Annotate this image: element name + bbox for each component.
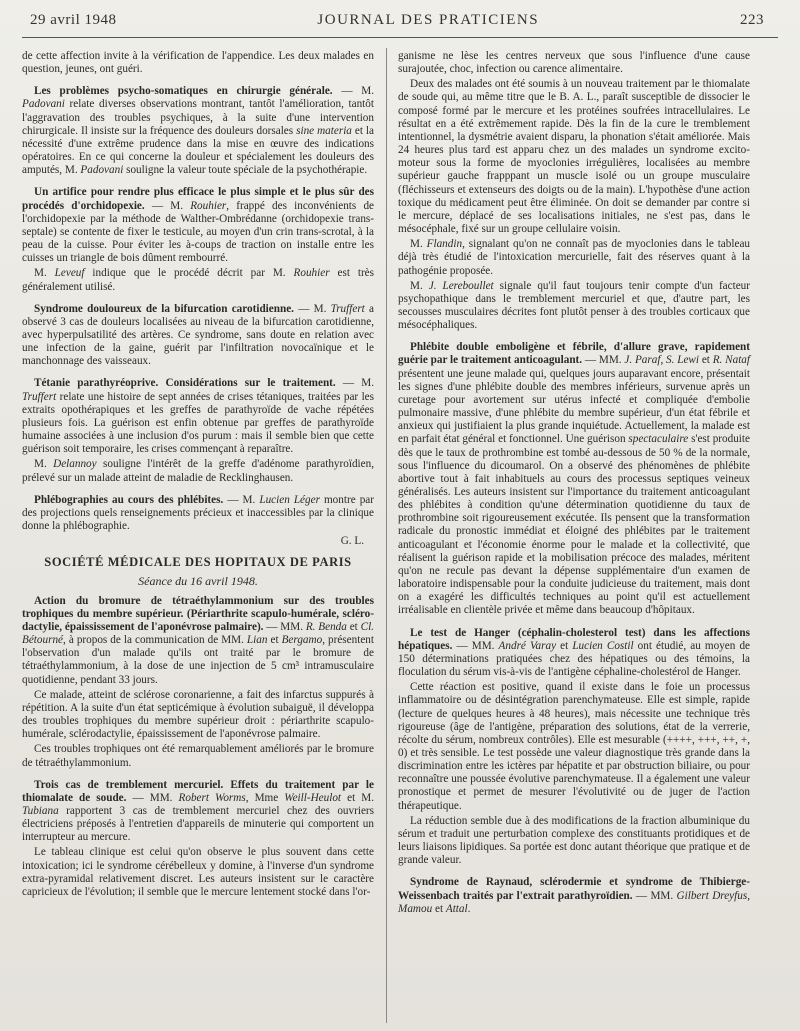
author-name: Truffert bbox=[22, 390, 57, 403]
paragraph: Ces troubles trophiques ont été remarquablement améliorés par le bromure de tétraéthylammonium. bbox=[22, 743, 374, 769]
paragraph: Deux des malades ont été soumis à un nouveau traitement par le thiomalate de soude qui, au même titre que le B. A. L., paraît susceptible de dissocier le composé formé par le mercure et les protéines soufrées intracellulaires. Le résultat en a été extrêmement rapide. Dès la fin de la cure le tremblement intentionnel, la dysmétrie avaient disparu, la phonation s'était améliorée. Mais 24 heures plus tard est apparu chez un des malades un syndrome excito-moteur sous la forme de myoclonies irrégulières, localisées au membre supérieur gauche frapppant un muscle isolé ou un groupe musculaire (fléchisseurs et extenseurs des doigts ou de la main). L'hypothèse d'une action toxique du médicament peut être éliminée. On doit se demander par contre si le mercure, déplacé de ses localisations initiales, ne s'est pas, dans le mésocéphale, fixé sur un groupe cellulaire voisin. bbox=[398, 78, 750, 236]
author-name: Flandin bbox=[426, 238, 463, 251]
section-title: SOCIÉTÉ MÉDICALE DES HOPITAUX DE PARIS bbox=[44, 555, 352, 570]
paragraph: La réduction semble due à des modifications de la fraction albuminique du sérum et traduit une perturbation complexe des constituants protidiques et de leurs liaisons lipidiques. Sa portée est donc autant théorique que pratique et de grande valeur. bbox=[398, 814, 750, 867]
article-tetraethylammonium: Action du bromure de tétraéthylammonium sur des troubles trophiques du membre supérieur. (Périarthrite scapulo-humérale, scléro-dactylie, épaississement de l'aponévrose palmaire). — MM. R. Benda et Cl. Bétourné, à propos de la communication de MM. Lian et Bergamo, présentent l'observation d'un malade qu'ils ont traité par le bromure de tétraéthylammonium, à la dose de une injection de 5 cm³ intramusculaire quotidienne, pendant 33 jours. bbox=[22, 594, 374, 686]
paragraph: M. Leveuf indique que le procédé décrit par M. Rouhier est très généralement utilisé. bbox=[22, 267, 374, 293]
author-name: Padovani bbox=[80, 164, 124, 177]
author-name: J. Paraf bbox=[624, 354, 661, 367]
header-rule bbox=[22, 37, 778, 38]
author-name: Truffert bbox=[330, 302, 365, 315]
running-header bbox=[30, 12, 764, 34]
header-page-number: 223 bbox=[739, 12, 764, 28]
header-journal-title: JOURNAL DES PRATICIENS bbox=[317, 12, 540, 28]
author-name: Delannoy bbox=[53, 458, 97, 471]
paragraph: de cette affection invite à la vérification de l'appendice. Les deux malades en question, jeunes, ont guéri. bbox=[22, 50, 374, 76]
article-raynaud: Syndrome de Raynaud, sclérodermie et syndrome de Thibierge-Weissenbach traités par l'extrait parathyroïdien. — MM. Gilbert Dreyfus, Mamou et Attal. bbox=[398, 876, 751, 915]
author-name: Mamou bbox=[398, 902, 433, 915]
article-title: Syndrome douloureux de la bifurcation carotidienne. bbox=[34, 302, 294, 315]
author-name: Tubiana bbox=[22, 804, 59, 817]
author-name: Bergamo bbox=[281, 634, 323, 647]
author-name: Lucien Costil bbox=[572, 639, 634, 652]
paragraph: ganisme ne lèse les centres nerveux que sous l'influence d'une cause surajoutée, choc, infection ou carence alimentaire. bbox=[398, 50, 750, 76]
author-name: Lucien Léger bbox=[259, 493, 320, 506]
author-name: Gilbert Dreyfus bbox=[676, 889, 748, 902]
article-phlebographies: Phlébographies au cours des phlébites. — M. Lucien Léger montre par des projections quels renseignements précieux et inaccessibles par la clinique donne la phlébographie. bbox=[22, 493, 374, 532]
author-name: R. Nataf bbox=[712, 354, 751, 367]
author-name: Robert Worms bbox=[178, 791, 246, 804]
author-name: Padovani bbox=[22, 98, 65, 111]
paragraph: M. J. Lereboullet signale qu'il faut toujours tenir compte d'un facteur psychopathique dans le tremblement mercuriel et que, d'autre part, les secousses musculaires décrites font plutôt penser à des troubles corticaux que mésocéphaliques. bbox=[398, 279, 750, 332]
article-title: Un artifice pour rendre plus efficace le plus simple et le plus sûr des procédés d'orchidopexie. bbox=[22, 186, 374, 212]
article-carotid-bifurcation: Syndrome douloureux de la bifurcation carotidienne. — M. Truffert a observé 3 cas de douleurs localisées au niveau de la bifurcation carotidienne, avec hyperpulsatilité des artères. Ce syndrome, sans doute en relation avec une infection de la gaine, guérit par l'infiltration novocaïnique et le manchonnage des vaisseaux. bbox=[22, 302, 374, 368]
paragraph: M. Delannoy souligne l'intérêt de la greffe d'adénome parathyroïdien, prélevé sur un malade atteint de maladie de Recklinghausen. bbox=[22, 458, 374, 484]
author-name: S. Lewi bbox=[666, 354, 700, 367]
article-title: Syndrome de Raynaud, sclérodermie et syndrome de Thibierge-Weissenbach traités par l'extrait parathyroïdien. bbox=[398, 876, 750, 902]
session-date: Séance du 16 avril 1948. bbox=[138, 574, 258, 589]
paragraph: Le tableau clinique est celui qu'on observe le plus souvent dans cette intoxication; ici le syndrome cérébelleux y domine, à l'inverse d'un syndrome extra-pyramidal relativement discret. Les auteurs insistent sur le caractère capricieux de l'évolution; il semble que le mercure lentement stocké dans l'or- bbox=[22, 846, 374, 898]
author-name: Weill-Heulot bbox=[284, 791, 342, 804]
article-psycho-somatic: Les problèmes psycho-somatiques en chirurgie générale. — M. Padovani relate diverses observations montrant, tantôt l'amélioration, tantôt l'aggravation des troubles psychiques, à la suite d'une intervention chirurgicale. Il insiste sur la fréquence des douleurs dorsales sine materia et la nécessité d'une extrême prudence dans la mise en œuvre des indications opératoires. En ce qui concerne la douleur et spécialement les douleurs des amputés, M. Padovani souligne la valeur toute spéciale de la psychothérapie. bbox=[22, 85, 374, 177]
author-name: J. Lereboullet bbox=[428, 279, 494, 292]
paragraph: M. Flandin, signalant qu'on ne connaît pas de myoclonies dans le tableau déjà très étudié de l'intoxication mercurielle, fait des réserves quant à la pathogénie proposée. bbox=[398, 238, 750, 277]
signature: G. L. bbox=[340, 535, 364, 548]
author-name: Rouhier bbox=[190, 199, 227, 212]
article-test-hanger: Le test de Hanger (céphalin-cholesterol test) dans les affections hépatiques. — MM. André Varay et Lucien Costil ont étudié, au moyen de 150 déterminations pratiquées chez des hépatiques ou des témoins, la floculation du sérum vis-à-vis de l'antigène céphaline-cholestérol de Hanger. bbox=[398, 626, 750, 679]
author-name: Rouhier bbox=[293, 267, 330, 280]
article-tremblement-mercuriel: Trois cas de tremblement mercuriel. Effets du traitement par le thiomalate de soude. — MM. Robert Worms, Mme Weill-Heulot et M. Tubiana rapportent 3 cas de tremblement mercuriel chez des ouvriers électriciens préposés à l'entretien d'appareils de minuterie qui comportent un interrupteur au mercure. bbox=[22, 778, 374, 844]
article-title: Les problèmes psycho-somatiques en chirurgie générale. bbox=[34, 85, 333, 98]
article-phlebite-double: Phlébite double emboligène et fébrile, d'allure grave, rapidement guérie par le traitement anticoagulant. — MM. J. Paraf, S. Lewi et R. Nataf présentent une jeune malade qui, quelques jours auparavant encore, présentait les signes d'une phlébite double des membres inférieurs, survenue après un curetage pour avortement sur utérus infecté et compliquée d'embolie pulmonaire massive, d'une phlébite du membre supérieur, d'un état fébrile et anxieux qui justifiaient la plus grande inquiétude. Actuellement, la malade est en parfait état général et fonctionnel. Une guérison spectaculaire s'est produite dès que le taux de prothrombine est tombé au-dessous de 50 % de la normale, sous l'influence du dicoumarol. On a observé des phénomènes de phlébite abortive tout à fait inhabituels au cours des processus septiques veineux généralisés. Les auteurs insistent sur l'importance du traitement anticoagulant des phlébites à condition qu'une détermination quotidienne du taux de prothrombine soit rigoureusement exécutée. Ils pensent que la transformation radicale du pronostic immédiat et éloigné des phlébites par le traitement anticoagulant et l'économie énorme pour le malade et la collectivité, que réalisent la guérison rapide et la mobilisation précoce des malades, méritent qu'on ne recule pas devant la dépense supplémentaire d'un examen de laboratoire indispensable pour la conduite judicieuse du traitement, mais dont on a exagéré les difficultés techniques au point qu'il est actuellement irréalisable en clientèle privée et même dans beaucoup d'hôpitaux. bbox=[398, 341, 751, 617]
header-date: 29 avril 1948 bbox=[30, 12, 117, 28]
article-tetanie: Tétanie parathyréoprive. Considérations sur le traitement. — M. Truffert relate une histoire de sept années de crises tétaniques, traitées par les extraits opothérapiques et les greffes de parathyroïde de vache répétées plusieurs fois. La guérison est enfin obtenue par greffes de parathyroïde humaine associées à une inclusion d'os purum : mais il semble bien que cette guérison soit temporaire, les crises commençant à reparaître. bbox=[22, 377, 374, 456]
column-divider bbox=[386, 48, 387, 1023]
author-name: Attal bbox=[445, 902, 468, 915]
article-title: Phlébographies au cours des phlébites. bbox=[34, 493, 224, 506]
author-name: André Varay bbox=[498, 639, 557, 652]
article-title: Action du bromure de tétraéthylammonium sur des troubles trophiques du membre supérieur. (Périarthrite scapulo-humérale, scléro-dactylie, épaississement de l'aponévrose palmaire). bbox=[22, 594, 374, 633]
article-title: Tétanie parathyréoprive. Considérations sur le traitement. bbox=[34, 377, 336, 390]
author-name: R. Benda bbox=[305, 620, 347, 633]
article-title: Phlébite double emboligène et fébrile, d'allure grave, rapidement guérie par le traitement anticoagulant. bbox=[398, 341, 750, 367]
author-name: Cl. Bétourné bbox=[22, 620, 374, 647]
left-column bbox=[22, 50, 374, 901]
author-name: Lian bbox=[246, 634, 268, 647]
article-title: Trois cas de tremblement mercuriel. Effets du traitement par le thiomalate de soude. bbox=[22, 778, 374, 804]
right-column bbox=[398, 50, 750, 918]
paragraph: Ce malade, atteint de sclérose coronarienne, a fait des infarctus suppurés à répétition. A la suite d'un état septicémique à évolution subaiguë, il développa des troubles trophiques du membre supérieur droit : périarthrite scapulo-humérale, sclérodactylie, épaississement de l'aponévrose palmaire. bbox=[22, 688, 374, 741]
author-name: Leveuf bbox=[54, 267, 85, 280]
article-orchidopexie: Un artifice pour rendre plus efficace le plus simple et le plus sûr des procédés d'orchidopexie. — M. Rouhier, frappé des inconvénients de l'orchidopexie par la méthode de Walther-Ombrédanne (orchidopexie trans-septale) se contente de fixer le testicule, au moyen d'un crin trans-scrotal, à la peau de la cuisse. Pour éviter les à-coups de traction on installe entre les cuisses un triangle de bois dûment rembourré. bbox=[22, 186, 374, 265]
article-title: Le test de Hanger (céphalin-cholesterol test) dans les affections hépatiques. bbox=[398, 626, 750, 652]
paragraph: Cette réaction est positive, quand il existe dans le foie un processus inflammatoire ou de désintégration parenchymateuse. Elle est simple, rapide (lecture de quelques heures à 48 heures), mais nécessite une technique très rigoureuse (âge de l'antigène, préparation des solutions, état de la verrerie, récolte du sérum, nombreux contrôles). Elle est mesurable (++++, +++, ++, +, 0) et très sensible. Le test possède une valeur diagnostique très grande dans la discrimination entre les ictères par hépatite et par obstruction biliaire, ou pour reconnaître une poussée évolutive parenchymateuse. Il a également une valeur pronostique et permet de mesurer l'évolutivité ou de juger de l'action thérapeutique. bbox=[398, 681, 750, 812]
